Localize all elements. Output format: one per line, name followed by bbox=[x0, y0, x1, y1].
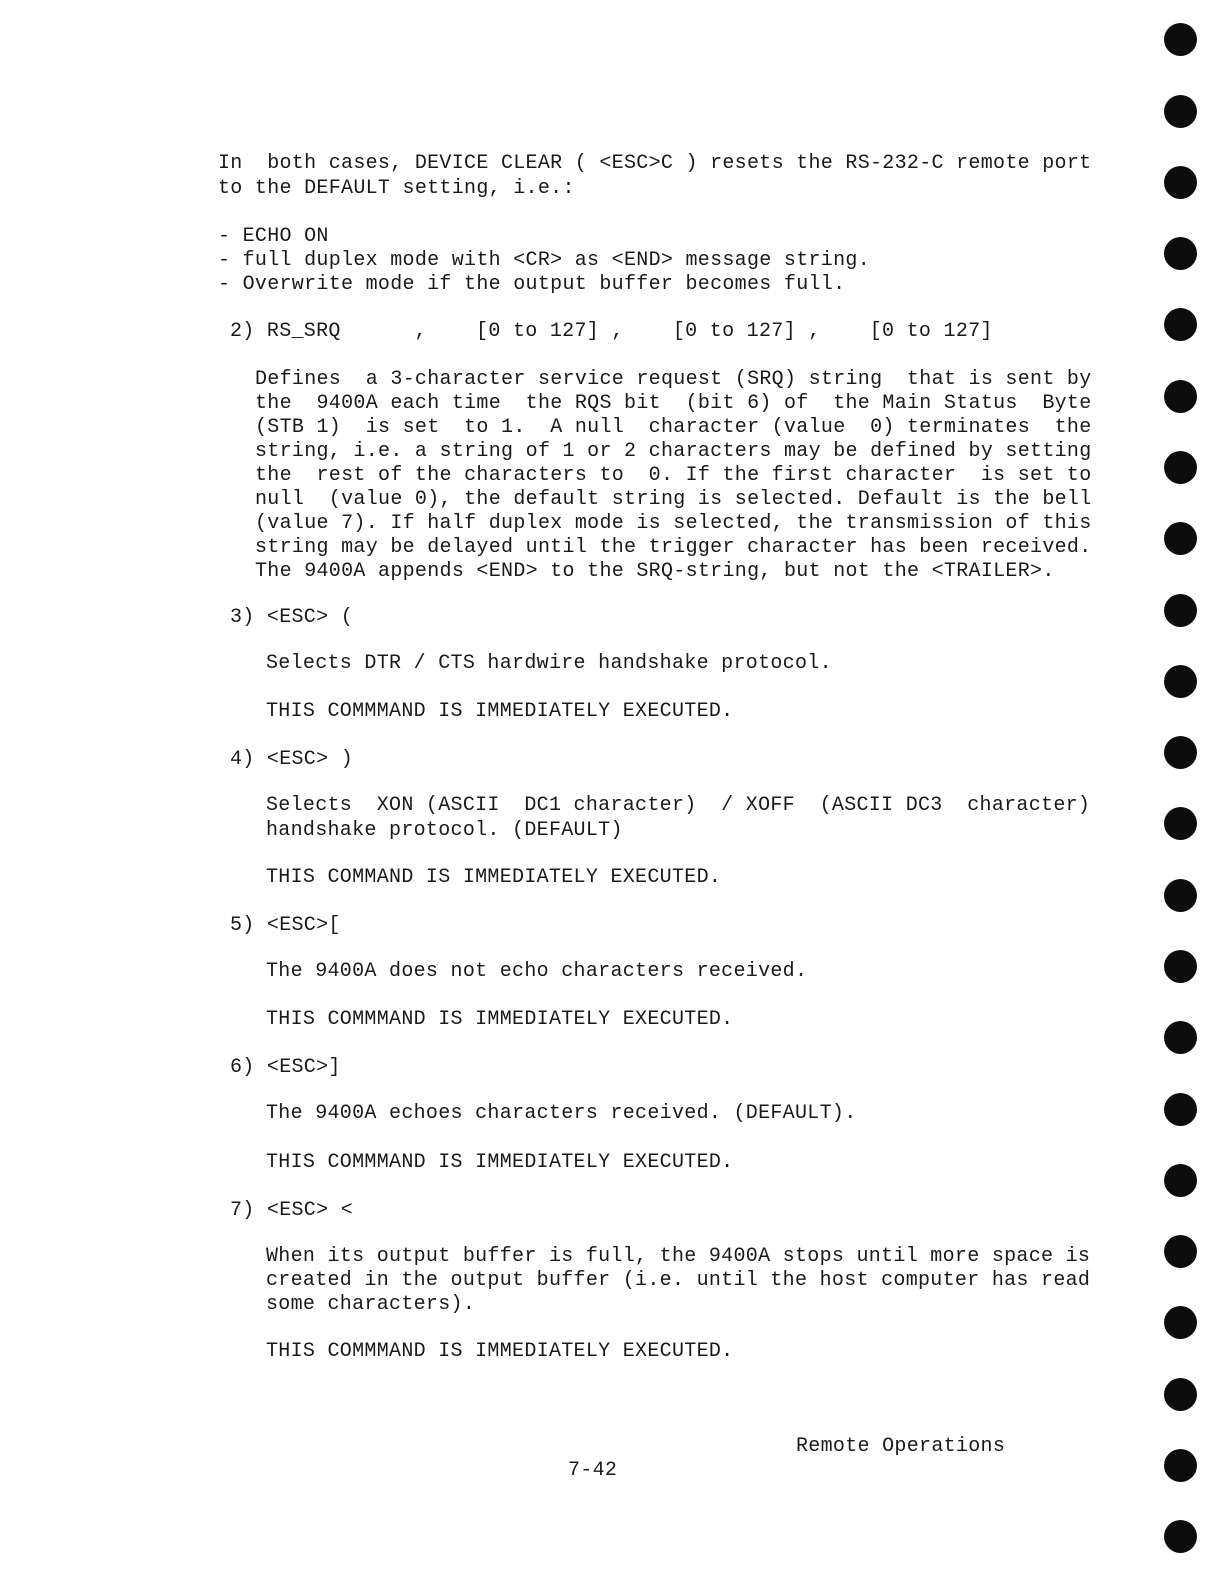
section-heading-esc-paren-close: 4) <ESC> ) bbox=[230, 748, 354, 771]
section-body-line: the rest of the characters to 0. If the first character is set to bbox=[255, 464, 1092, 487]
punch-hole bbox=[1164, 95, 1197, 128]
section-body-line: Selects DTR / CTS hardwire handshake protocol. bbox=[266, 652, 832, 675]
section-body-line: some characters). bbox=[266, 1293, 476, 1316]
section-body-line: The 9400A echoes characters received. (DEFAULT). bbox=[266, 1102, 857, 1125]
punch-hole bbox=[1164, 879, 1197, 912]
punch-hole bbox=[1164, 807, 1197, 840]
punch-hole bbox=[1164, 736, 1197, 769]
punch-hole bbox=[1164, 1235, 1197, 1268]
section-body-line: Selects XON (ASCII DC1 character) / XOFF (ASCII DC3 character) bbox=[266, 794, 1091, 817]
section-body-line: the 9400A each time the RQS bit (bit 6) of the Main Status Byte bbox=[255, 392, 1092, 415]
section-heading-esc-paren-open: 3) <ESC> ( bbox=[230, 606, 354, 629]
punch-hole bbox=[1164, 1021, 1197, 1054]
footer-section-title: Remote Operations bbox=[796, 1435, 1006, 1458]
punch-hole bbox=[1164, 950, 1197, 983]
intro-line-1: In both cases, DEVICE CLEAR ( <ESC>C ) resets the RS-232-C remote port bbox=[218, 152, 1092, 175]
punch-hole bbox=[1164, 522, 1197, 555]
punch-hole bbox=[1164, 380, 1197, 413]
intro-line-2: to the DEFAULT setting, i.e.: bbox=[218, 177, 575, 200]
section-body-line: Defines a 3-character service request (SRQ) string that is sent by bbox=[255, 368, 1092, 391]
section-body-line: string, i.e. a string of 1 or 2 characters may be defined by setting bbox=[255, 440, 1092, 463]
section-heading-rs-srq: 2) RS_SRQ , [0 to 127] , [0 to 127] , [0 to 127] bbox=[230, 320, 993, 343]
punch-hole bbox=[1164, 23, 1197, 56]
section-body-line: handshake protocol. (DEFAULT) bbox=[266, 819, 623, 842]
punch-hole bbox=[1164, 594, 1197, 627]
section-body-line: null (value 0), the default string is selected. Default is the bell bbox=[255, 488, 1092, 511]
page-number: 7-42 bbox=[568, 1459, 618, 1482]
binder-punch-holes bbox=[1164, 0, 1200, 1572]
section-body-line: string may be delayed until the trigger character has been received. bbox=[255, 536, 1092, 559]
section-note: THIS COMMMAND IS IMMEDIATELY EXECUTED. bbox=[266, 700, 734, 723]
section-heading-esc-less-than: 7) <ESC> < bbox=[230, 1199, 354, 1222]
punch-hole bbox=[1164, 1306, 1197, 1339]
default-item: - ECHO ON bbox=[218, 225, 329, 248]
section-body-line: created in the output buffer (i.e. until the host computer has read bbox=[266, 1269, 1091, 1292]
section-body-line: When its output buffer is full, the 9400A stops until more space is bbox=[266, 1245, 1091, 1268]
section-body-line: (value 7). If half duplex mode is selected, the transmission of this bbox=[255, 512, 1092, 535]
section-body-line: The 9400A appends <END> to the SRQ-string, but not the <TRAILER>. bbox=[255, 560, 1055, 583]
section-note: THIS COMMMAND IS IMMEDIATELY EXECUTED. bbox=[266, 1340, 734, 1363]
default-item: - Overwrite mode if the output buffer becomes full. bbox=[218, 273, 846, 296]
punch-hole bbox=[1164, 308, 1197, 341]
punch-hole bbox=[1164, 1164, 1197, 1197]
punch-hole bbox=[1164, 1449, 1197, 1482]
section-note: THIS COMMMAND IS IMMEDIATELY EXECUTED. bbox=[266, 1008, 734, 1031]
section-heading-esc-bracket-open: 5) <ESC>[ bbox=[230, 914, 341, 937]
punch-hole bbox=[1164, 1520, 1197, 1553]
punch-hole bbox=[1164, 1378, 1197, 1411]
punch-hole bbox=[1164, 451, 1197, 484]
punch-hole bbox=[1164, 166, 1197, 199]
punch-hole bbox=[1164, 1093, 1197, 1126]
punch-hole bbox=[1164, 665, 1197, 698]
punch-hole bbox=[1164, 237, 1197, 270]
section-note: THIS COMMAND IS IMMEDIATELY EXECUTED. bbox=[266, 866, 722, 889]
section-body-line: (STB 1) is set to 1. A null character (value 0) terminates the bbox=[255, 416, 1092, 439]
section-note: THIS COMMMAND IS IMMEDIATELY EXECUTED. bbox=[266, 1151, 734, 1174]
section-body-line: The 9400A does not echo characters received. bbox=[266, 960, 808, 983]
section-heading-esc-bracket-close: 6) <ESC>] bbox=[230, 1056, 341, 1079]
default-item: - full duplex mode with <CR> as <END> message string. bbox=[218, 249, 871, 272]
